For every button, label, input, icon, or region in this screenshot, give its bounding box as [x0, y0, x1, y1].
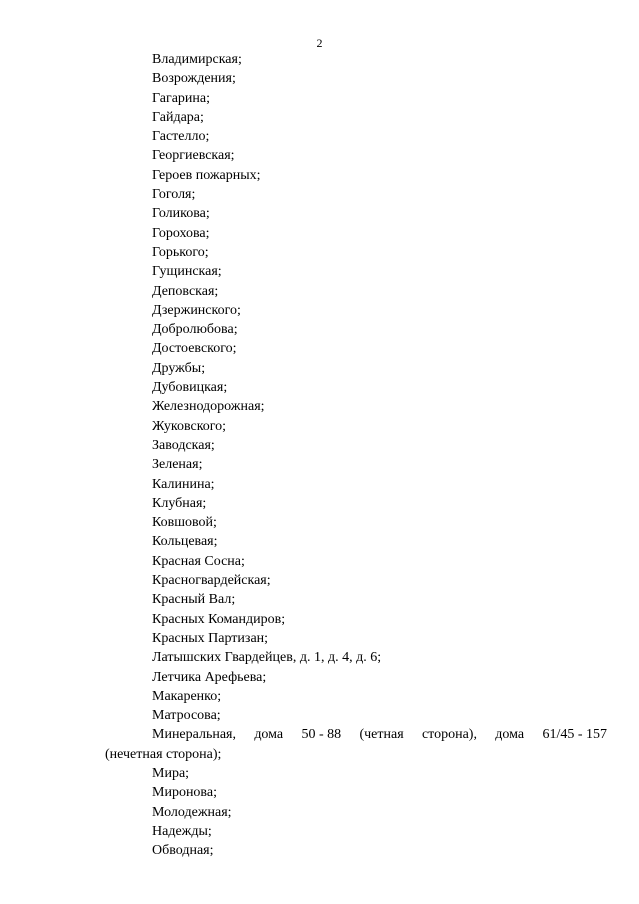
list-item: Миронова; — [152, 785, 217, 801]
list-item: Достоевского; — [152, 341, 237, 357]
list-item: Дзержинского; — [152, 302, 241, 318]
list-item: Гагарина; — [152, 90, 211, 106]
list-item: Латышских Гвардейцев, д. 1, д. 4, д. 6; — [152, 650, 382, 666]
list-item: Добролюбова; — [152, 322, 238, 338]
list-item: Летчика Арефьева; — [152, 669, 267, 685]
list-item: Героев пожарных; — [152, 167, 261, 183]
mineralnaya-word: сторона), — [421, 727, 477, 743]
list-item: Голикова; — [152, 206, 210, 222]
list-item: Гайдара; — [152, 109, 204, 125]
list-item: Гоголя; — [152, 187, 196, 203]
mineralnaya-continuation: (нечетная сторона); — [105, 746, 222, 762]
list-item-mineralnaya — [0, 725, 639, 764]
list-item: Возрождения; — [152, 71, 236, 87]
mineralnaya-word: 50 - 88 — [301, 727, 342, 743]
list-item: Калинина; — [152, 476, 215, 492]
list-item: Жуковского; — [152, 418, 227, 434]
list-item: Горького; — [152, 244, 209, 260]
mineralnaya-word: (четная — [359, 727, 404, 743]
list-item: Красногвардейская; — [152, 573, 271, 589]
list-item: Красных Командиров; — [152, 611, 286, 627]
list-item: Дубовицкая; — [152, 380, 228, 396]
list-item: Гастелло; — [152, 129, 210, 145]
list-item: Гущинская; — [152, 264, 222, 280]
list-item: Обводная; — [152, 843, 214, 859]
list-item: Дружбы; — [152, 360, 206, 376]
list-item: Железнодорожная; — [152, 399, 265, 415]
list-item: Горохова; — [152, 225, 210, 241]
page-number: 2 — [316, 36, 323, 50]
mineralnaya-first-line — [0, 725, 639, 744]
list-item: Клубная; — [152, 495, 207, 511]
mineralnaya-word: дома — [495, 727, 525, 743]
list-item: Кольцевая; — [152, 534, 218, 550]
list-item: Красных Партизан; — [152, 630, 269, 646]
list-item: Мира; — [152, 765, 190, 781]
mineralnaya-word: 61/45 - 157 — [542, 727, 607, 743]
list-item: Макаренко; — [152, 688, 222, 704]
list-item: Красная Сосна; — [152, 553, 245, 569]
street-list — [0, 50, 639, 860]
list-item: Владимирская; — [152, 52, 242, 67]
list-item: Георгиевская; — [152, 148, 235, 164]
list-item: Ковшовой; — [152, 515, 217, 531]
list-item: Зеленая; — [152, 457, 203, 473]
mineralnaya-word: дома — [254, 727, 284, 743]
list-item: Заводская; — [152, 437, 215, 453]
list-item: Красный Вал; — [152, 592, 236, 608]
mineralnaya-word: Минеральная, — [152, 727, 236, 743]
list-item: Молодежная; — [152, 804, 232, 820]
list-item: Надежды; — [152, 823, 212, 839]
list-item: Матросова; — [152, 708, 221, 724]
list-item: Деповская; — [152, 283, 219, 299]
